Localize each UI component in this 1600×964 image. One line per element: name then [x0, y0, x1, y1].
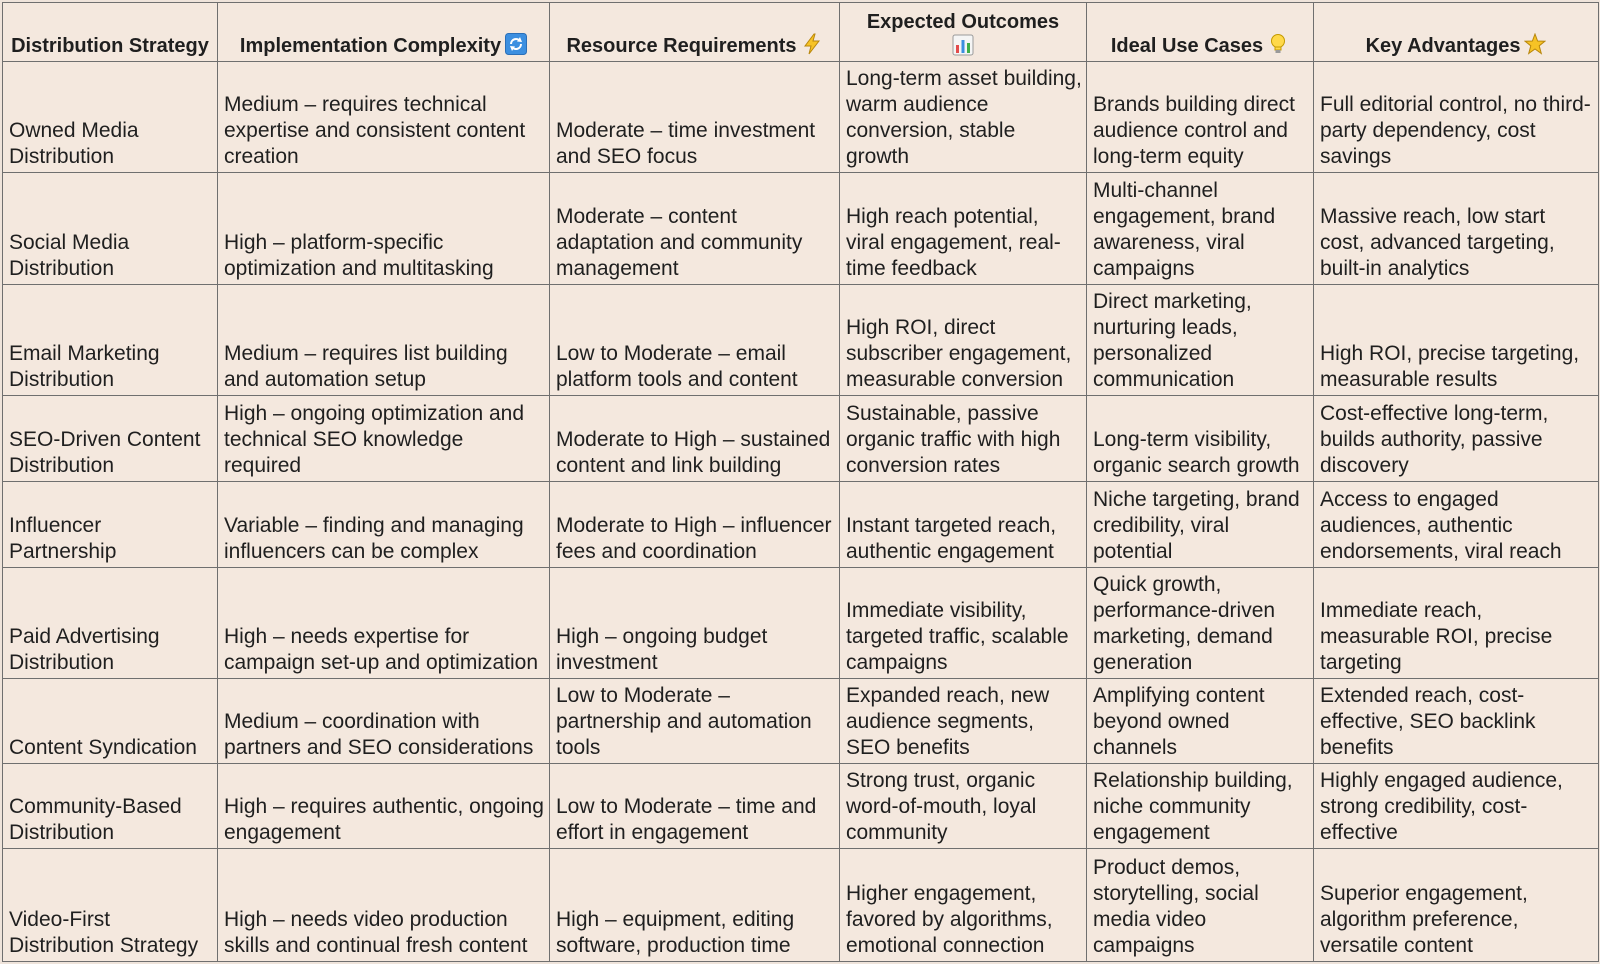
cell-implementation-complexity: Medium – coordination with partners and SEO considerations	[218, 679, 550, 764]
header-label: Implementation Complexity	[239, 35, 502, 57]
cell-implementation-complexity: High – needs expertise for campaign set-up and optimization	[218, 567, 550, 678]
star-icon	[1524, 33, 1546, 55]
header-label: Distribution Strategy	[11, 35, 209, 57]
cell-key-advantages: Immediate reach, measurable ROI, precise targeting	[1314, 567, 1599, 678]
cell-implementation-complexity: High – requires authentic, ongoing engagement	[218, 764, 550, 849]
cell-ideal-use-cases: Product demos, storytelling, social media video campaigns	[1087, 849, 1314, 962]
cell-implementation-complexity: High – needs video production skills and continual fresh content	[218, 849, 550, 962]
cell-implementation-complexity: Medium – requires list building and automation setup	[218, 284, 550, 395]
header-ideal-use-cases	[1087, 3, 1314, 62]
cell-expected-outcomes: Higher engagement, favored by algorithms, emotional connection	[840, 849, 1087, 962]
header-label: Expected Outcomes	[866, 11, 1060, 33]
lightbulb-icon	[1267, 33, 1289, 55]
cell-resource-requirements: Moderate – content adaptation and community management	[550, 173, 840, 284]
cell-ideal-use-cases: Multi-channel engagement, brand awareness, viral campaigns	[1087, 173, 1314, 284]
cell-implementation-complexity: Variable – finding and managing influencers can be complex	[218, 481, 550, 567]
cell-resource-requirements: Low to Moderate – time and effort in engagement	[550, 764, 840, 849]
bar-chart-icon	[952, 34, 974, 56]
lightning-icon	[801, 33, 823, 55]
cell-expected-outcomes: Expanded reach, new audience segments, SEO benefits	[840, 679, 1087, 764]
header-key-advantages	[1314, 3, 1599, 62]
cell-expected-outcomes: Strong trust, organic word-of-mouth, loyal community	[840, 764, 1087, 849]
cell-key-advantages: High ROI, precise targeting, measurable results	[1314, 284, 1599, 395]
table-header	[3, 3, 1599, 62]
cell-ideal-use-cases: Direct marketing, nurturing leads, personalized communication	[1087, 284, 1314, 395]
header-expected-outcomes	[840, 3, 1087, 62]
table-row	[3, 679, 1599, 764]
cell-implementation-complexity: High – platform-specific optimization and multitasking	[218, 173, 550, 284]
cell-distribution-strategy: Influencer Partnership	[3, 481, 218, 567]
cell-key-advantages: Cost-effective long-term, builds authority, passive discovery	[1314, 396, 1599, 481]
cell-resource-requirements: Moderate – time investment and SEO focus	[550, 62, 840, 173]
cell-key-advantages: Superior engagement, algorithm preference, versatile content	[1314, 849, 1599, 962]
header-label: Ideal Use Cases	[1110, 35, 1264, 57]
cell-distribution-strategy: Social Media Distribution	[3, 173, 218, 284]
cell-key-advantages: Highly engaged audience, strong credibility, cost-effective	[1314, 764, 1599, 849]
table-row	[3, 173, 1599, 284]
comparison-table-container	[2, 2, 1598, 962]
cell-distribution-strategy: Email Marketing Distribution	[3, 284, 218, 395]
header-label: Resource Requirements	[566, 35, 797, 57]
header-implementation-complexity	[218, 3, 550, 62]
header-label: Key Advantages	[1365, 35, 1521, 57]
table-row	[3, 396, 1599, 481]
cell-implementation-complexity: Medium – requires technical expertise and consistent content creation	[218, 62, 550, 173]
cell-distribution-strategy: Content Syndication	[3, 679, 218, 764]
cell-expected-outcomes: High ROI, direct subscriber engagement, measurable conversion	[840, 284, 1087, 395]
cell-ideal-use-cases: Long-term visibility, organic search growth	[1087, 396, 1314, 481]
cell-ideal-use-cases: Niche targeting, brand credibility, viral potential	[1087, 481, 1314, 567]
cell-distribution-strategy: SEO-Driven Content Distribution	[3, 396, 218, 481]
cell-key-advantages: Access to engaged audiences, authentic endorsements, viral reach	[1314, 481, 1599, 567]
header-resource-requirements	[550, 3, 840, 62]
cell-key-advantages: Full editorial control, no third-party dependency, cost savings	[1314, 62, 1599, 173]
cell-distribution-strategy: Owned Media Distribution	[3, 62, 218, 173]
cell-ideal-use-cases: Brands building direct audience control and long-term equity	[1087, 62, 1314, 173]
cell-expected-outcomes: Instant targeted reach, authentic engagement	[840, 481, 1087, 567]
table-row	[3, 62, 1599, 173]
table-row	[3, 284, 1599, 395]
cell-ideal-use-cases: Quick growth, performance-driven marketing, demand generation	[1087, 567, 1314, 678]
cell-ideal-use-cases: Amplifying content beyond owned channels	[1087, 679, 1314, 764]
cell-resource-requirements: Low to Moderate – partnership and automation tools	[550, 679, 840, 764]
cell-expected-outcomes: High reach potential, viral engagement, real-time feedback	[840, 173, 1087, 284]
cell-key-advantages: Extended reach, cost-effective, SEO backlink benefits	[1314, 679, 1599, 764]
cell-resource-requirements: Low to Moderate – email platform tools and content	[550, 284, 840, 395]
cell-distribution-strategy: Paid Advertising Distribution	[3, 567, 218, 678]
cell-distribution-strategy: Community-Based Distribution	[3, 764, 218, 849]
refresh-icon	[505, 33, 527, 55]
cell-implementation-complexity: High – ongoing optimization and technical SEO knowledge required	[218, 396, 550, 481]
header-distribution-strategy	[3, 3, 218, 62]
cell-expected-outcomes: Immediate visibility, targeted traffic, scalable campaigns	[840, 567, 1087, 678]
cell-key-advantages: Massive reach, low start cost, advanced targeting, built-in analytics	[1314, 173, 1599, 284]
cell-distribution-strategy: Video-First Distribution Strategy	[3, 849, 218, 962]
table-row	[3, 567, 1599, 678]
cell-ideal-use-cases: Relationship building, niche community engagement	[1087, 764, 1314, 849]
table-row	[3, 481, 1599, 567]
distribution-strategy-table	[2, 2, 1599, 962]
table-row	[3, 764, 1599, 849]
table-body	[3, 62, 1599, 962]
cell-resource-requirements: High – equipment, editing software, production time	[550, 849, 840, 962]
header-row	[3, 3, 1599, 62]
cell-expected-outcomes: Long-term asset building, warm audience conversion, stable growth	[840, 62, 1087, 173]
cell-resource-requirements: Moderate to High – influencer fees and coordination	[550, 481, 840, 567]
cell-resource-requirements: High – ongoing budget investment	[550, 567, 840, 678]
table-row	[3, 849, 1599, 962]
cell-resource-requirements: Moderate to High – sustained content and link building	[550, 396, 840, 481]
cell-expected-outcomes: Sustainable, passive organic traffic with high conversion rates	[840, 396, 1087, 481]
